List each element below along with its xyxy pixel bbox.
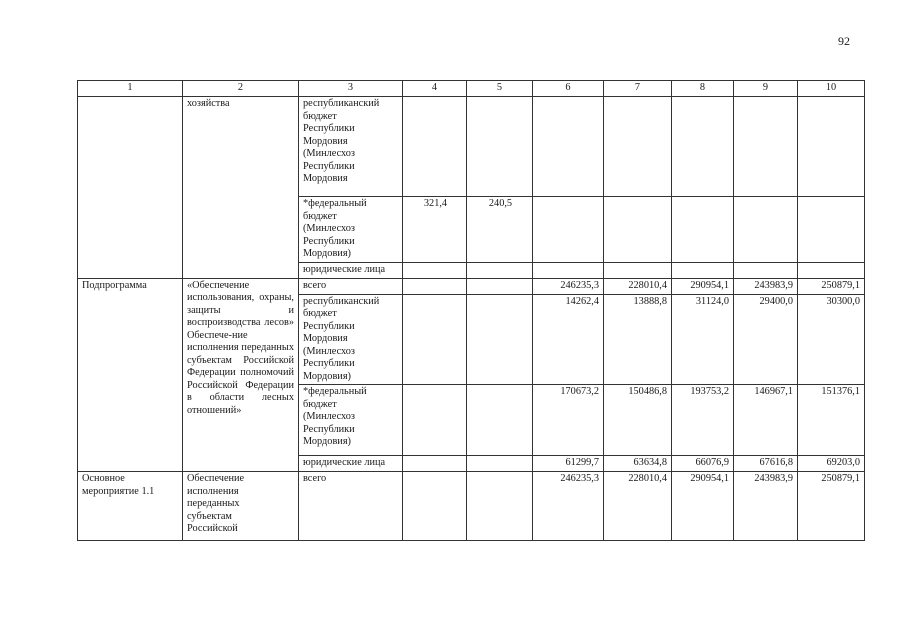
cell-value bbox=[734, 97, 798, 197]
cell-value: 69203,0 bbox=[798, 456, 865, 472]
cell-value bbox=[403, 385, 467, 456]
cell-value: 63634,8 bbox=[604, 456, 672, 472]
cell-value bbox=[604, 197, 672, 263]
cell-value bbox=[672, 97, 734, 197]
cell-value bbox=[604, 262, 672, 278]
cell-value: 246235,3 bbox=[533, 278, 604, 294]
col-header-4: 4 bbox=[403, 81, 467, 97]
cell-value: 321,4 bbox=[403, 197, 467, 263]
cell-value bbox=[734, 197, 798, 263]
cell-value bbox=[403, 294, 467, 385]
cell-value: 67616,8 bbox=[734, 456, 798, 472]
cell-value bbox=[798, 262, 865, 278]
cell-value bbox=[467, 278, 533, 294]
cell-source bbox=[299, 385, 403, 456]
cell-source bbox=[299, 197, 403, 263]
cell-source: юридические лица bbox=[299, 456, 403, 472]
cell-value bbox=[403, 278, 467, 294]
cell-program-title bbox=[183, 97, 299, 279]
col-header-9: 9 bbox=[734, 81, 798, 97]
table-row bbox=[78, 472, 865, 541]
cell-value: 250879,1 bbox=[798, 472, 865, 541]
cell-value: 29400,0 bbox=[734, 294, 798, 385]
col-header-7: 7 bbox=[604, 81, 672, 97]
cell-value: 228010,4 bbox=[604, 278, 672, 294]
cell-source: юридические лица bbox=[299, 262, 403, 278]
cell-value: 13888,8 bbox=[604, 294, 672, 385]
cell-value: 246235,3 bbox=[533, 472, 604, 541]
cell-value bbox=[467, 385, 533, 456]
cell-source: всего bbox=[299, 278, 403, 294]
cell-value: 150486,8 bbox=[604, 385, 672, 456]
cell-value bbox=[403, 472, 467, 541]
cell-value: 290954,1 bbox=[672, 472, 734, 541]
cell-value bbox=[403, 97, 467, 197]
col-header-6: 6 bbox=[533, 81, 604, 97]
cell-value: 30300,0 bbox=[798, 294, 865, 385]
cell-value bbox=[734, 262, 798, 278]
cell-text: *федеральный бюджет (Минлесхоз Республики Мордовия) bbox=[303, 198, 367, 259]
cell-value bbox=[467, 456, 533, 472]
cell-value bbox=[467, 262, 533, 278]
cell-text: республиканский бюджет Республики Мордовия (Минлесхоз Республики Мордовия) bbox=[303, 295, 380, 382]
cell-value bbox=[467, 472, 533, 541]
cell-value bbox=[533, 97, 604, 197]
budget-table bbox=[77, 80, 865, 541]
col-header-1: 1 bbox=[78, 81, 183, 97]
cell-program-title bbox=[183, 472, 299, 541]
cell-value bbox=[798, 197, 865, 263]
cell-value: 228010,4 bbox=[604, 472, 672, 541]
col-header-10: 10 bbox=[798, 81, 865, 97]
col-header-3: 3 bbox=[299, 81, 403, 97]
cell-source: всего bbox=[299, 472, 403, 541]
cell-source bbox=[299, 294, 403, 385]
col-header-8: 8 bbox=[672, 81, 734, 97]
cell-value: 66076,9 bbox=[672, 456, 734, 472]
cell-value bbox=[604, 97, 672, 197]
cell-value: 240,5 bbox=[467, 197, 533, 263]
cell-value bbox=[533, 197, 604, 263]
cell-value bbox=[533, 262, 604, 278]
cell-program-name: Подпрограмма bbox=[78, 278, 183, 472]
cell-value: 14262,4 bbox=[533, 294, 604, 385]
cell-value: 243983,9 bbox=[734, 472, 798, 541]
cell-text: республиканский бюджет Республики Мордовия (Минлесхоз Республики Мордовия bbox=[303, 98, 380, 184]
cell-value bbox=[403, 456, 467, 472]
col-header-2: 2 bbox=[183, 81, 299, 97]
table-row bbox=[78, 278, 865, 294]
cell-text: *федеральный бюджет (Минлесхоз Республики Мордовия) bbox=[303, 386, 367, 447]
cell-value: 290954,1 bbox=[672, 278, 734, 294]
cell-value: 243983,9 bbox=[734, 278, 798, 294]
col-header-5: 5 bbox=[467, 81, 533, 97]
cell-value bbox=[798, 97, 865, 197]
cell-value: 151376,1 bbox=[798, 385, 865, 456]
cell-text: Обеспечение исполнения переданных субъектам Российской bbox=[187, 473, 245, 534]
page-number: 92 bbox=[838, 34, 850, 48]
cell-value: 31124,0 bbox=[672, 294, 734, 385]
cell-program-title: «Обеспечение использования, охраны, защиты и воспроизводства лесов» Обеспече-ние исполнения переданных субъектам Российской Федерации полномочий Российской Федерации в области лесных отношений» bbox=[183, 278, 299, 472]
cell-value: 250879,1 bbox=[798, 278, 865, 294]
cell-value bbox=[467, 294, 533, 385]
cell-value bbox=[672, 197, 734, 263]
cell-value bbox=[672, 262, 734, 278]
table-row bbox=[78, 97, 865, 197]
cell-source bbox=[299, 97, 403, 197]
cell-value bbox=[403, 262, 467, 278]
cell-text: хозяйства bbox=[187, 98, 230, 109]
cell-program-name bbox=[78, 97, 183, 279]
cell-value bbox=[467, 97, 533, 197]
cell-program-name: Основное мероприятие 1.1 bbox=[78, 472, 183, 541]
cell-value: 146967,1 bbox=[734, 385, 798, 456]
cell-value: 170673,2 bbox=[533, 385, 604, 456]
header-row bbox=[78, 81, 865, 97]
cell-value: 193753,2 bbox=[672, 385, 734, 456]
cell-value: 61299,7 bbox=[533, 456, 604, 472]
